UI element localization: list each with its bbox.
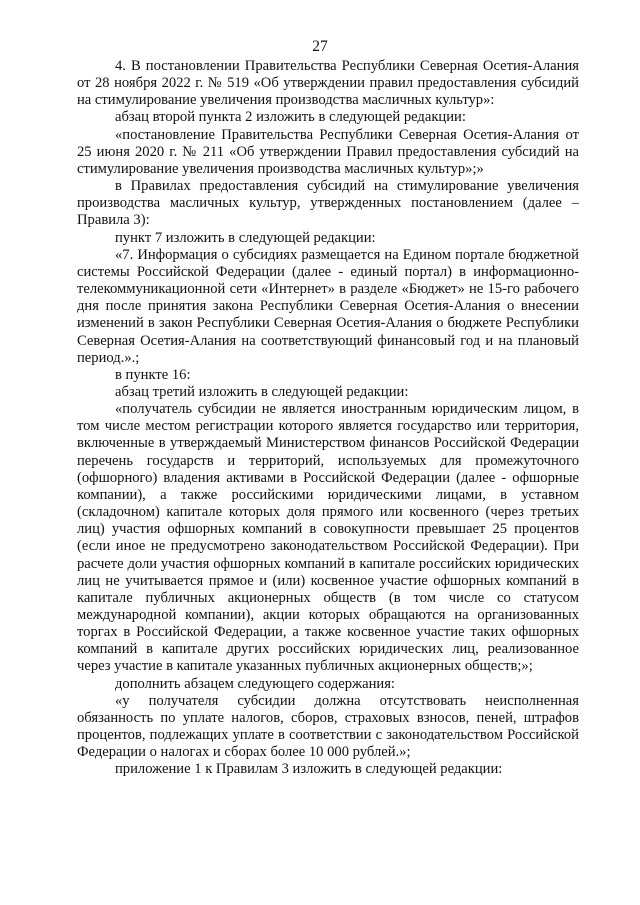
paragraph-instruction: приложение 1 к Правилам 3 изложить в следующей редакции:: [115, 761, 503, 778]
paragraph-quoted-text: «получатель субсидии не является иностранным юридическим лицом, в том числе местом регистрации которого является государство или территория, включенные в утверждаемый Министерством финансов Российской Федерации перечень государств и территорий, используемых для промежуточного (офшорного) владения активами в Российской Федерации (далее - офшорные компании), а также российскими юридическими лицами, в уставном (складочном) капитале которых доля прямого или косвенного (через третьих лиц) участия офшорных компаний в совокупности превышает 25 процентов (если иное не предусмотрено законодательством Российской Федерации). При расчете доли участия офшорных компаний в капитале российских юридических лиц не учитывается прямое и (или) косвенное участие офшорных компаний в капитале публичных акционерных обществ (в том числе со статусом международной компании), акции которых обращаются на организованных торгах в Российской Федерации, а также косвенное участие таких офшорных компаний в капитале других российских юридических лиц, реализованное через участие в капитале указанных публичных акционерных обществ;»;: [77, 401, 579, 675]
paragraph-instruction: абзац третий изложить в следующей редакции:: [115, 383, 409, 400]
paragraph-instruction: пункт 7 изложить в следующей редакции:: [115, 229, 376, 246]
paragraph-quoted-text: «7. Информация о субсидиях размещается на Едином портале бюджетной системы Российской Федерации (далее - единый портал) в информационно-телекоммуникационной сети «Интернет» в разделе «Бюджет» не 15-го рабочего дня после принятия закона Республики Северная Осетия-Алания о внесении изменений в закон Республики Северная Осетия-Алания о бюджете Республики Северная Осетия-Алания на соответствующий финансовый год и на плановый период.».;: [77, 246, 579, 366]
paragraph-instruction: абзац второй пункта 2 изложить в следующей редакции:: [115, 109, 466, 126]
paragraph-rules-reference: в Правилах предоставления субсидий на стимулирование увеличения производства масличных культур, утвержденных постановлением (далее – Правила 3):: [77, 178, 579, 229]
paragraph-quoted-text: «у получателя субсидии должна отсутствовать неисполненная обязанность по уплате налогов, сборов, страховых взносов, пеней, штрафов процентов, подлежащих уплате в соответствии с законодательством Российской Федерации о налогах и сборах более 10 000 рублей.»;: [77, 692, 579, 761]
page-number: 27: [312, 38, 328, 55]
paragraph-instruction: дополнить абзацем следующего содержания:: [115, 675, 395, 692]
paragraph-quoted-text: «постановление Правительства Республики Северная Осетия-Алания от 25 июня 2020 г. № 211 «Об утверждении Правил предоставления субсидий на стимулирование увеличения производства масличных культур»;»: [77, 126, 579, 177]
paragraph-amendment-heading: 4. В постановлении Правительства Республики Северная Осетия-Алания от 28 ноября 2022 г. № 519 «Об утверждении правил предоставления субсидий на стимулирование увеличения производства масличных культур»:: [77, 58, 579, 109]
document-body: [77, 58, 579, 779]
paragraph-instruction: в пункте 16:: [115, 366, 191, 383]
